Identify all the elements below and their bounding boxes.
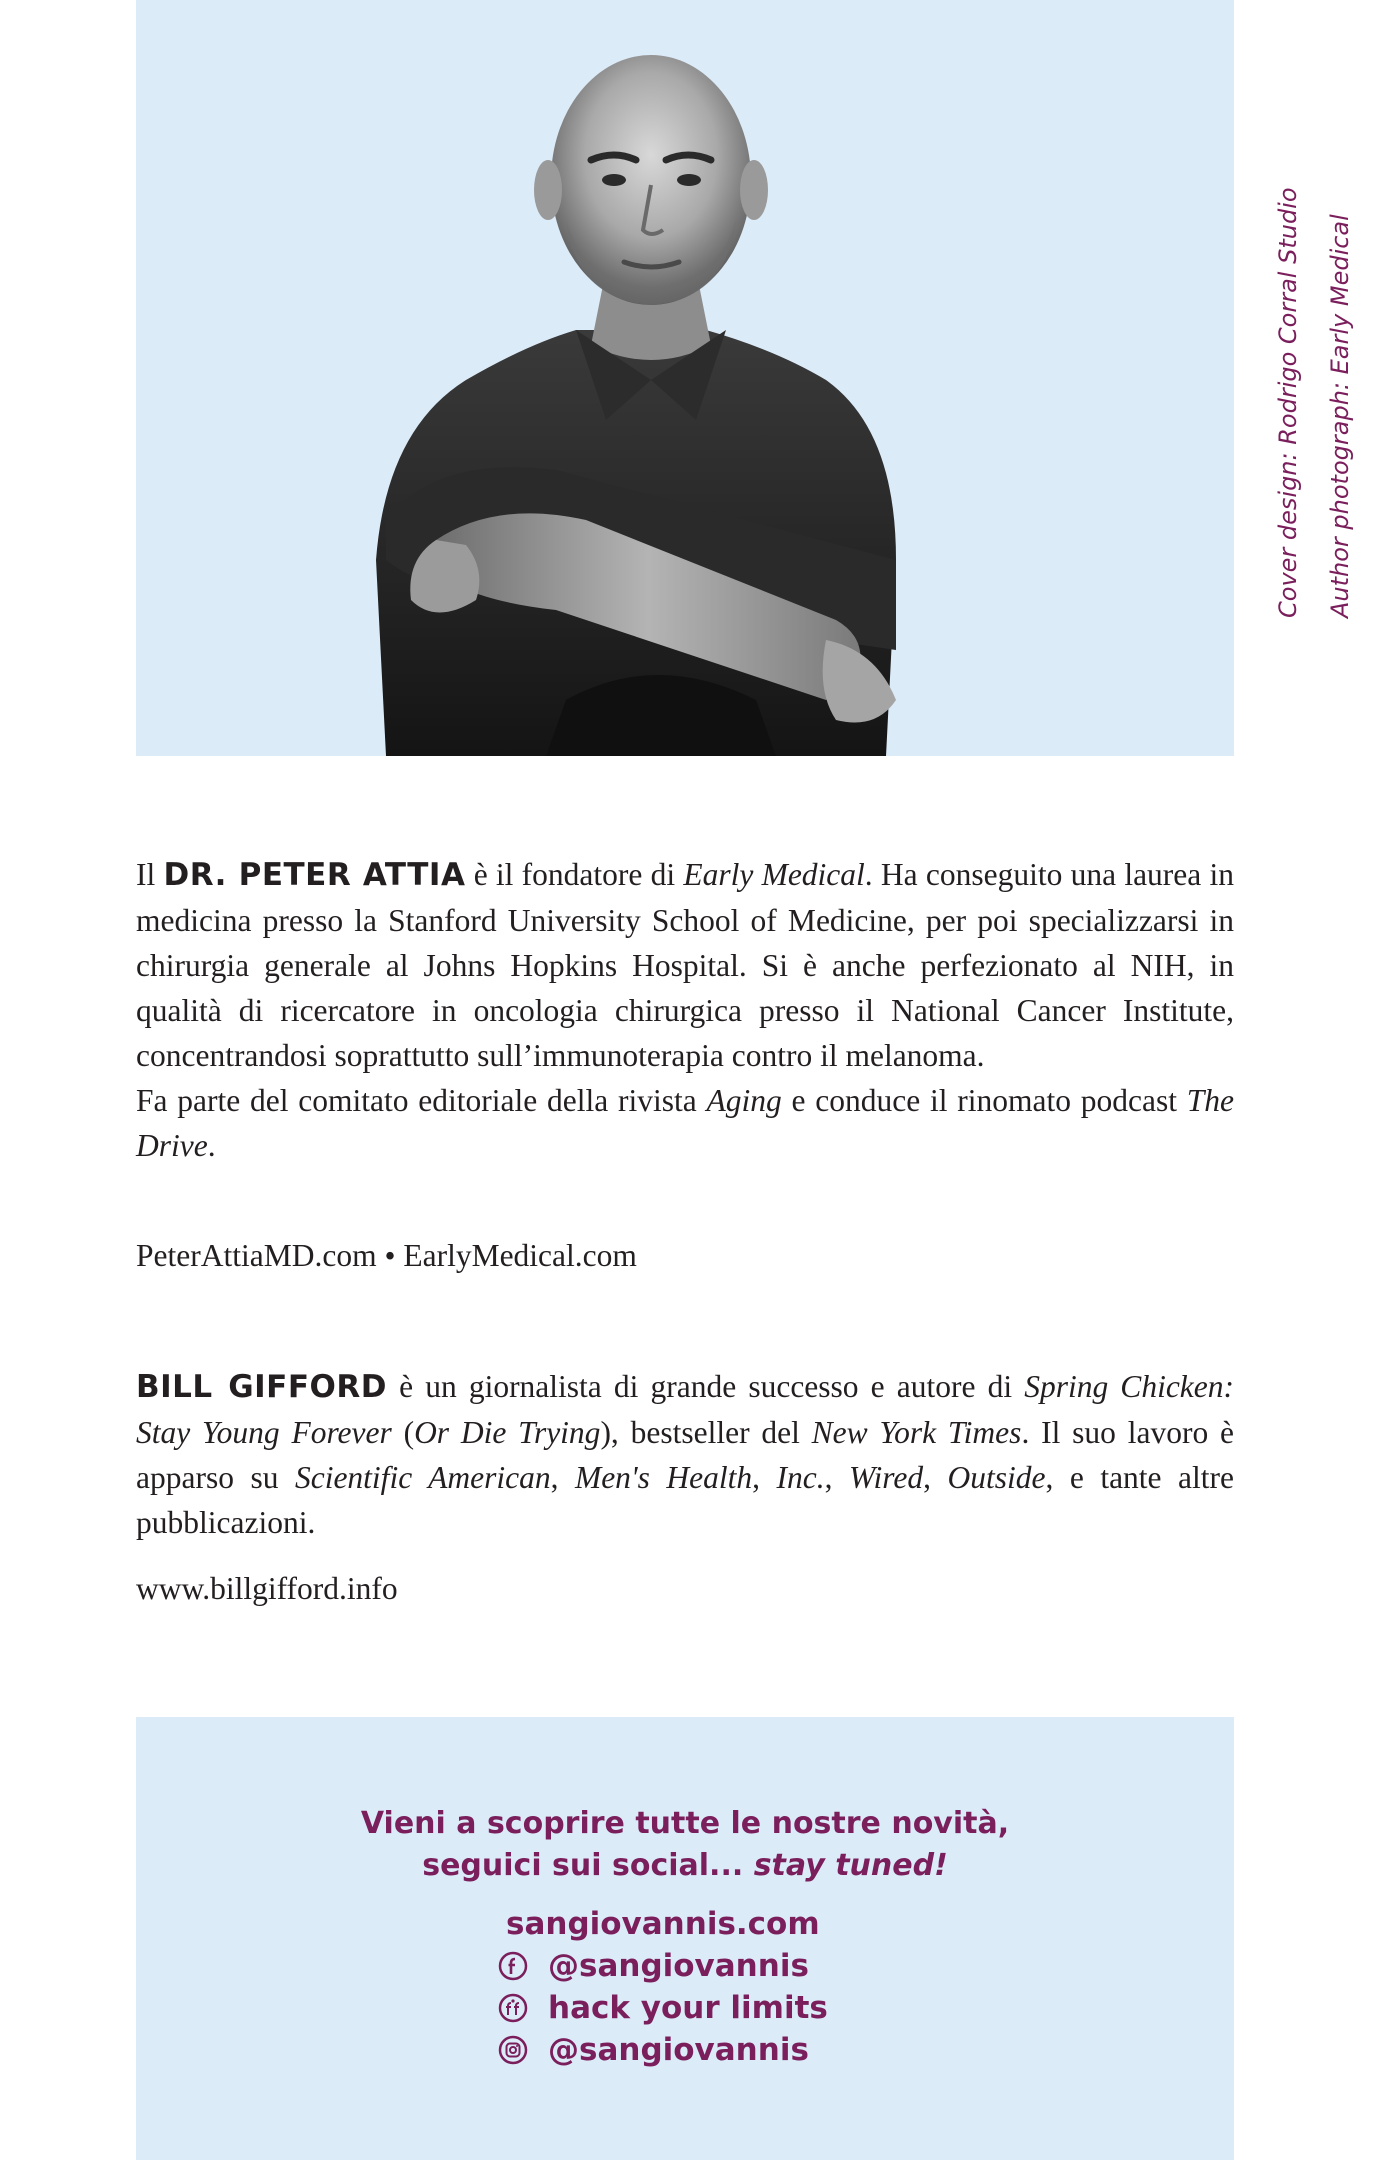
author-portrait (136, 0, 1234, 756)
stay-tuned: stay tuned! (753, 1848, 948, 1883)
publication-4: Wired (849, 1460, 924, 1495)
facebook-icon (498, 1951, 528, 1981)
facebook-handle: @sangiovannis (548, 1948, 809, 1984)
gifford-bio (136, 1364, 1234, 1545)
community-link[interactable] (498, 1987, 828, 2029)
instagram-handle: @sangiovannis (548, 2032, 809, 2068)
promo-line-2: seguici sui social... stay tuned! (422, 1848, 948, 1883)
attia-podcast: The Drive (136, 1083, 1234, 1163)
publisher-site-label: sangiovannis.com (506, 1906, 820, 1942)
attia-journal: Aging (706, 1083, 782, 1118)
publisher-promo-panel (136, 1717, 1234, 2160)
promo-links (498, 1903, 828, 2071)
gifford-nyt: New York Times (811, 1415, 1022, 1450)
author-photograph-credit: Author photograph: Early Medical (1326, 214, 1354, 618)
gifford-bio-paragraph: BILL GIFFORD è un giornalista di grande successo e autore di Spring Chicken: Stay Young Forever (Or Die Trying), bestseller del New York Times. Il suo lavoro è apparso su Scientific American, Men's Health, Inc., Wired, Outside, e tante altre pubblicazioni. (136, 1369, 1235, 1540)
attia-intro: Il (136, 857, 164, 892)
gifford-book: Spring Chicken: Stay Young Forever (136, 1369, 1235, 1450)
attia-bio-paragraph: Il DR. PETER ATTIA è il fondatore di Early Medical. Ha conseguito una laurea in medicina presso la Stanford University School of Medicine, per poi specializzarsi in chirurgia generale al Johns Hopkins Hospital. Si è anche perfezionato al NIH, in qualità di ricercatore in oncologia chirurgica presso il National Cancer Institute, concentrandosi soprattutto sull’immunoterapia contro il melanoma. (136, 857, 1234, 1073)
attia-bio-paragraph-2: Fa parte del comitato editoriale della rivista Aging e conduce il rinomato podcast The Drive. (136, 1083, 1234, 1163)
publication-5: Outside (947, 1460, 1046, 1495)
publication-1: Scientific American (294, 1460, 551, 1495)
promo-line-1: Vieni a scoprire tutte le nostre novità, (360, 1806, 1010, 1841)
publication-3: Inc. (776, 1460, 825, 1495)
promo-tagline (136, 1803, 1234, 1887)
instagram-icon (498, 2035, 528, 2065)
instagram-link[interactable] (498, 2029, 828, 2071)
facebook-link[interactable] (498, 1945, 828, 1987)
cover-design-credit: Cover design: Rodrigo Corral Studio (1274, 187, 1302, 618)
publisher-site-link[interactable] (498, 1903, 828, 1945)
author-photo-panel (136, 0, 1234, 756)
gifford-book-subtitle: Or Die Trying (414, 1415, 601, 1450)
attia-company: Early Medical (683, 857, 865, 892)
gifford-name: BILL GIFFORD (136, 1369, 387, 1405)
image-credits (1262, 148, 1362, 618)
attia-name: DR. PETER ATTIA (163, 857, 466, 893)
gifford-website: www.billgifford.info (136, 1571, 398, 1606)
attia-bio (136, 852, 1234, 1168)
publication-2: Men's Health (574, 1460, 753, 1495)
attia-websites: PeterAttiaMD.com • EarlyMedical.com (136, 1238, 637, 1273)
community-icon (498, 1993, 528, 2023)
community-label: hack your limits (548, 1990, 828, 2026)
